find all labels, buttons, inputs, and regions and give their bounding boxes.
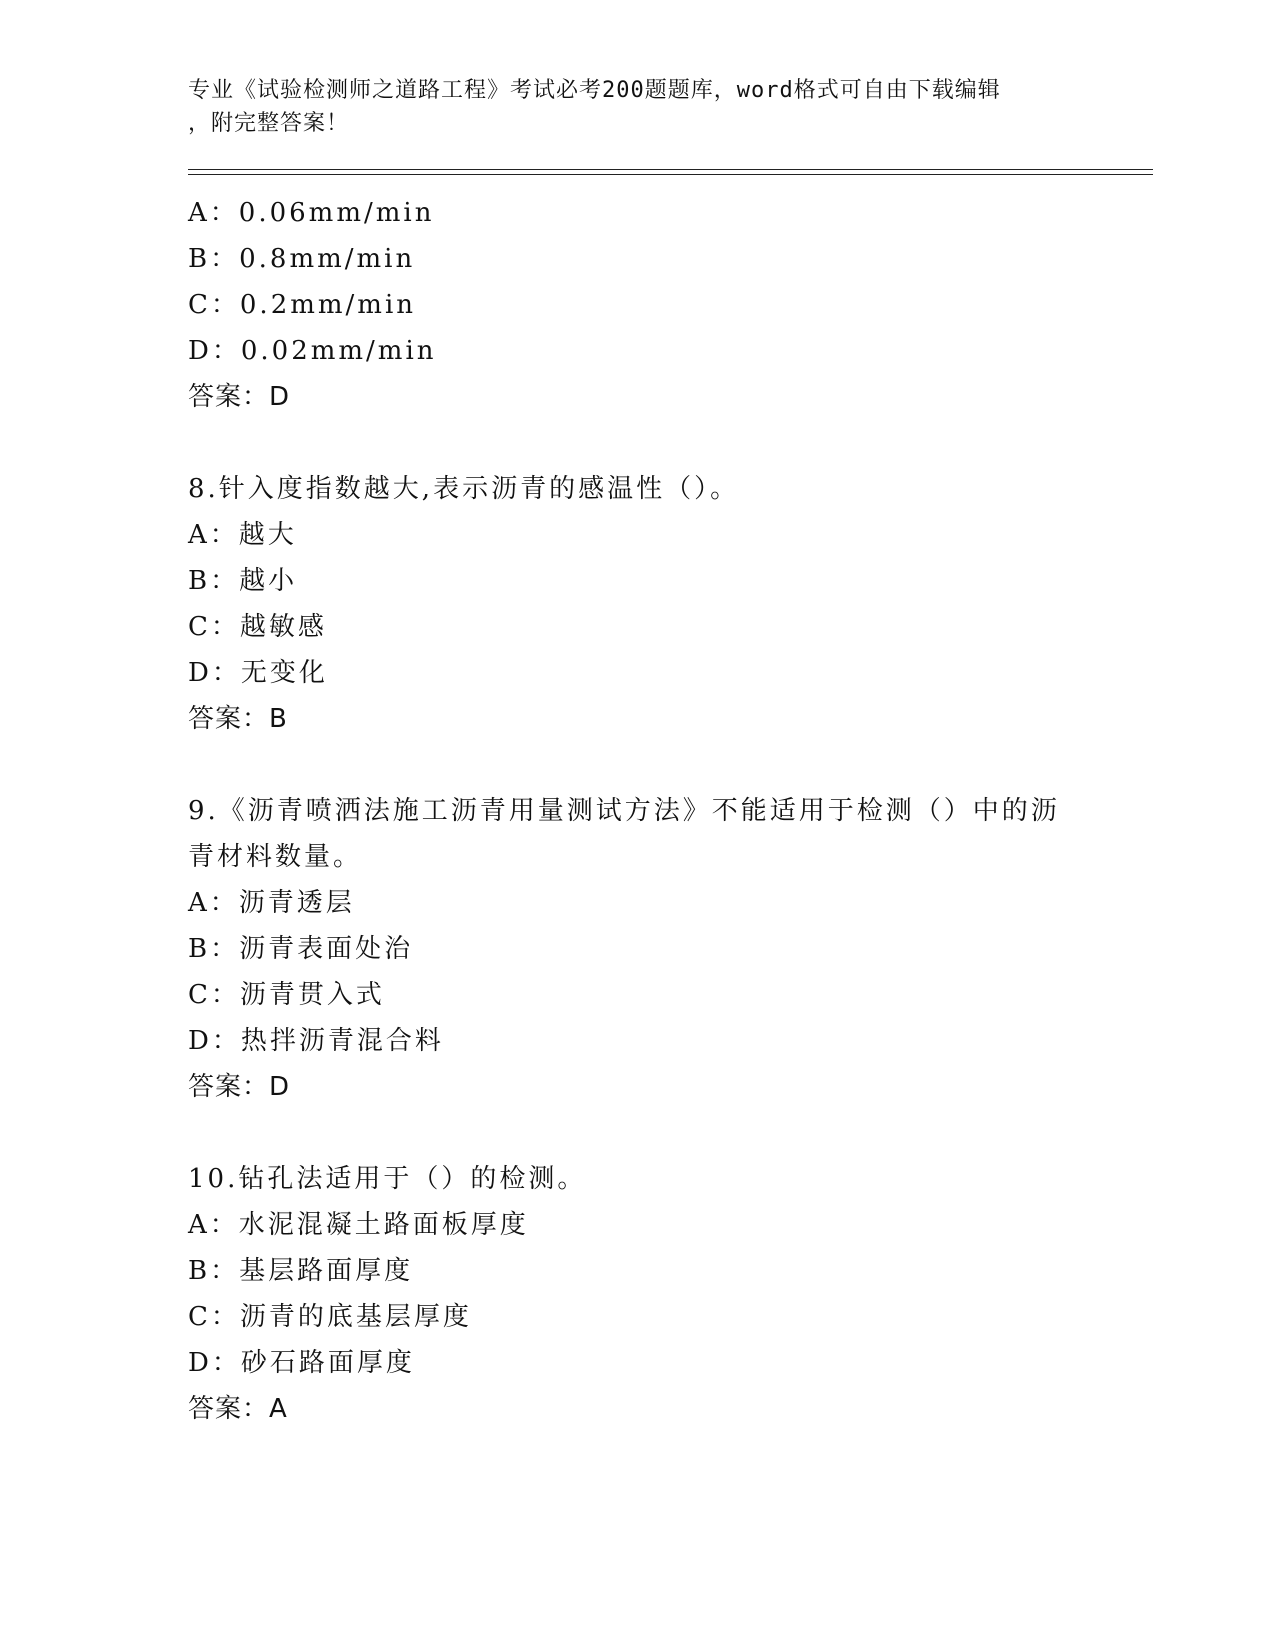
option-d: D：无变化 [188, 658, 328, 688]
option-c: C：0.2mm/min [188, 290, 417, 320]
answer-line: 答案：B [188, 704, 288, 734]
option-d: D：热拌沥青混合料 [188, 1026, 444, 1056]
header-divider-top [188, 169, 1153, 170]
option-c: C：越敏感 [188, 612, 327, 642]
answer-line: 答案：A [188, 1394, 288, 1424]
answer-line: 答案：D [188, 382, 291, 412]
question-list [188, 190, 1088, 1478]
option-b: B：基层路面厚度 [188, 1256, 414, 1286]
question-block-10 [188, 1156, 1088, 1432]
option-a: A：0.06mm/min [188, 198, 435, 228]
question-block-7 [188, 190, 1088, 420]
option-d: D：0.02mm/min [188, 336, 437, 366]
option-c: C：沥青的底基层厚度 [188, 1302, 472, 1332]
document-header [188, 74, 1068, 140]
header-divider-bottom [188, 174, 1153, 175]
option-a: A：越大 [188, 520, 297, 550]
question-stem: 8.针入度指数越大,表示沥青的感温性（）。 [188, 474, 740, 504]
option-c: C：沥青贯入式 [188, 980, 385, 1010]
question-block-8 [188, 466, 1088, 742]
option-d: D：砂石路面厚度 [188, 1348, 415, 1378]
option-b: B：沥青表面处治 [188, 934, 414, 964]
option-b: B：越小 [188, 566, 298, 596]
header-title-line1: 专业《试验检测师之道路工程》考试必考200题题库，word格式可自由下载编辑 [188, 78, 1001, 103]
question-stem: 9.《沥青喷洒法施工沥青用量测试方法》不能适用于检测（）中的沥青材料数量。 [188, 796, 1060, 872]
option-a: A：沥青透层 [188, 888, 355, 918]
option-b: B：0.8mm/min [188, 244, 416, 274]
question-stem: 10.钻孔法适用于（）的检测。 [188, 1164, 587, 1194]
option-a: A：水泥混凝土路面板厚度 [188, 1210, 529, 1240]
answer-line: 答案：D [188, 1072, 291, 1102]
question-block-9 [188, 788, 1088, 1110]
header-title-line2: ，附完整答案！ [188, 111, 350, 136]
